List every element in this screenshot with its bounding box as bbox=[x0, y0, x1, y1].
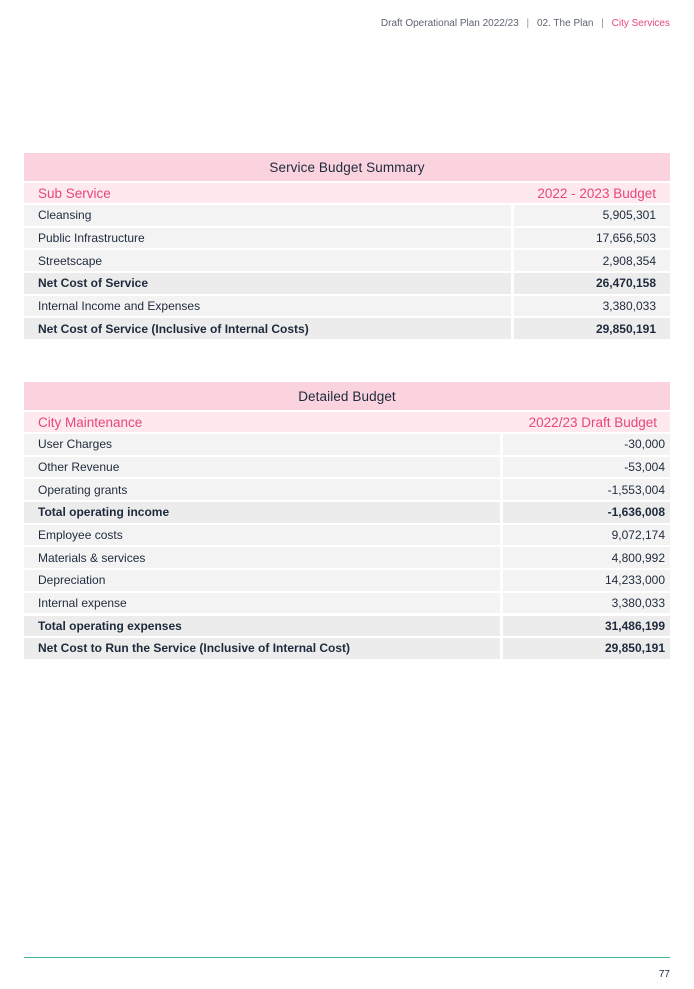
column-header-draft-budget: 2022/23 Draft Budget bbox=[503, 412, 670, 432]
section-label: City Services bbox=[611, 18, 670, 29]
table-row bbox=[24, 296, 670, 317]
table-row bbox=[24, 593, 670, 614]
summary-rows bbox=[24, 205, 670, 339]
table-header-row bbox=[24, 412, 670, 432]
footer-divider bbox=[24, 957, 670, 958]
row-value: 3,380,033 bbox=[514, 296, 670, 317]
row-label: Net Cost of Service (Inclusive of Internal Costs) bbox=[24, 318, 511, 339]
row-value: -1,553,004 bbox=[503, 479, 670, 500]
table-row bbox=[24, 638, 670, 659]
row-label: Total operating expenses bbox=[24, 616, 500, 637]
table-row bbox=[24, 479, 670, 500]
detailed-budget-table bbox=[24, 382, 670, 661]
service-budget-summary-table bbox=[24, 153, 670, 341]
row-value: 31,486,199 bbox=[503, 616, 670, 637]
table-row bbox=[24, 434, 670, 455]
table-row bbox=[24, 502, 670, 523]
column-header-city-maintenance: City Maintenance bbox=[24, 412, 500, 432]
column-header-budget: 2022 - 2023 Budget bbox=[514, 183, 670, 203]
row-label: Streetscape bbox=[24, 250, 511, 271]
row-label: Operating grants bbox=[24, 479, 500, 500]
row-label: Internal expense bbox=[24, 593, 500, 614]
row-label: Cleansing bbox=[24, 205, 511, 226]
table-row bbox=[24, 318, 670, 339]
row-value: 26,470,158 bbox=[514, 273, 670, 294]
detailed-rows bbox=[24, 434, 670, 659]
table-title: Service Budget Summary bbox=[24, 153, 670, 181]
row-value: 3,380,033 bbox=[503, 593, 670, 614]
table-row bbox=[24, 250, 670, 271]
row-label: Materials & services bbox=[24, 547, 500, 568]
table-header-row bbox=[24, 183, 670, 203]
column-header-sub-service: Sub Service bbox=[24, 183, 511, 203]
table-row bbox=[24, 525, 670, 546]
row-value: 29,850,191 bbox=[503, 638, 670, 659]
table-row bbox=[24, 547, 670, 568]
table-row bbox=[24, 228, 670, 249]
page-header bbox=[381, 18, 670, 29]
row-value: 14,233,000 bbox=[503, 570, 670, 591]
row-value: 9,072,174 bbox=[503, 525, 670, 546]
row-label: Net Cost to Run the Service (Inclusive of Internal Cost) bbox=[24, 638, 500, 659]
row-label: User Charges bbox=[24, 434, 500, 455]
row-label: Public Infrastructure bbox=[24, 228, 511, 249]
row-label: Other Revenue bbox=[24, 457, 500, 478]
table-row bbox=[24, 205, 670, 226]
document-title: Draft Operational Plan 2022/23 bbox=[380, 18, 519, 29]
table-row bbox=[24, 616, 670, 637]
table-row bbox=[24, 457, 670, 478]
row-value: -53,004 bbox=[503, 457, 670, 478]
row-label: Depreciation bbox=[24, 570, 500, 591]
table-title: Detailed Budget bbox=[24, 382, 670, 410]
row-value: 29,850,191 bbox=[514, 318, 670, 339]
page-number: 77 bbox=[658, 969, 670, 980]
table-row bbox=[24, 570, 670, 591]
row-value: 4,800,992 bbox=[503, 547, 670, 568]
row-value: -1,636,008 bbox=[503, 502, 670, 523]
row-value: -30,000 bbox=[503, 434, 670, 455]
row-label: Internal Income and Expenses bbox=[24, 296, 511, 317]
table-row bbox=[24, 273, 670, 294]
row-label: Employee costs bbox=[24, 525, 500, 546]
row-value: 5,905,301 bbox=[514, 205, 670, 226]
header-separator: | bbox=[526, 18, 530, 29]
row-value: 2,908,354 bbox=[514, 250, 670, 271]
chapter-label: 02. The Plan bbox=[536, 18, 594, 29]
row-label: Net Cost of Service bbox=[24, 273, 511, 294]
row-value: 17,656,503 bbox=[514, 228, 670, 249]
header-separator: | bbox=[601, 18, 604, 29]
row-label: Total operating income bbox=[24, 502, 500, 523]
